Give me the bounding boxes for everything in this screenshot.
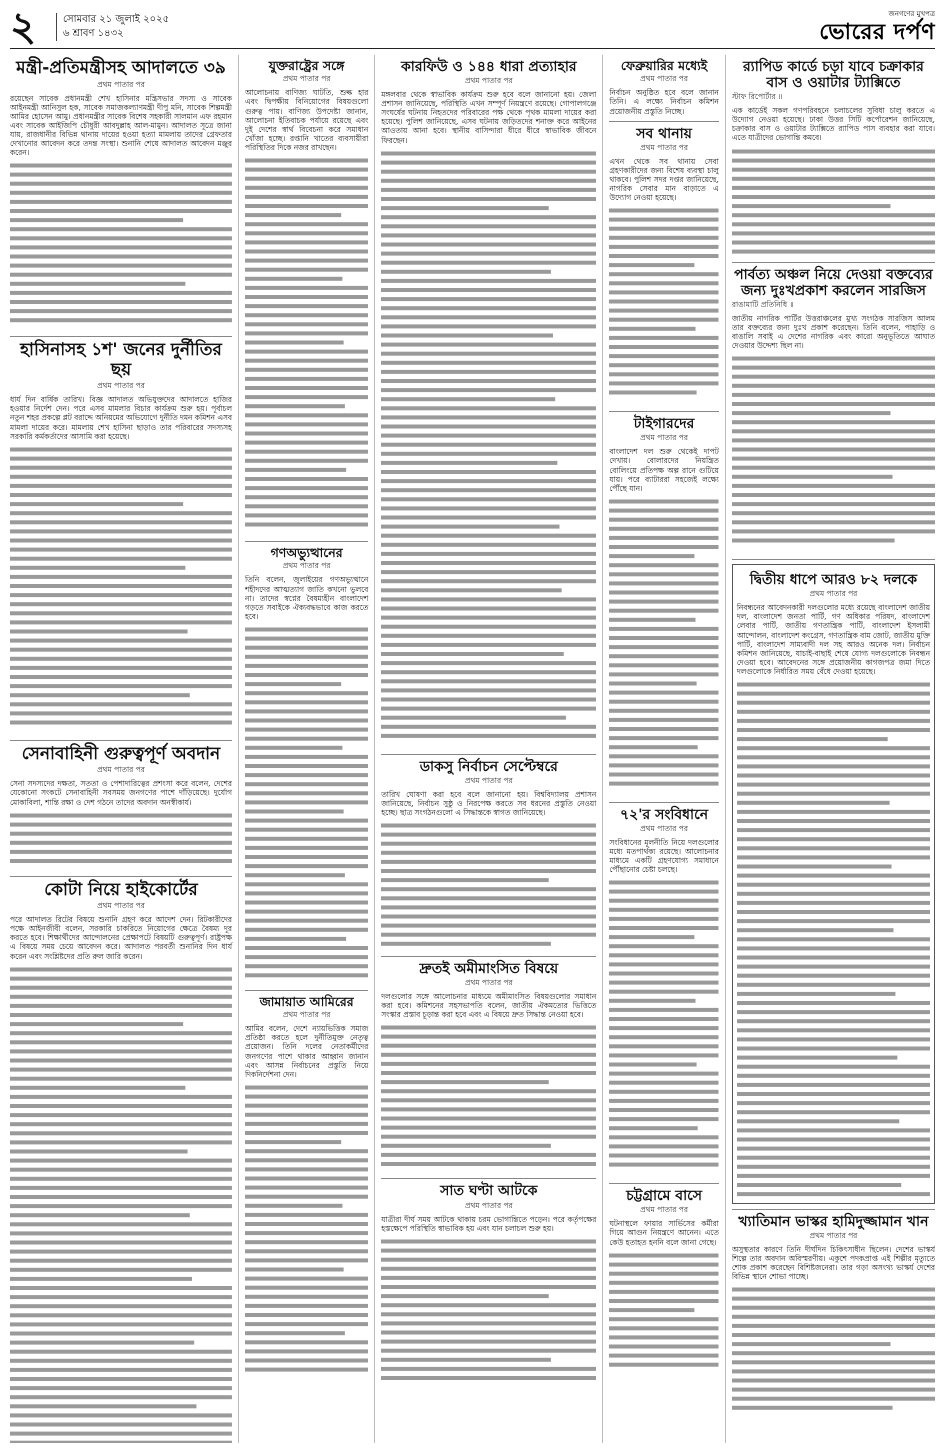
article-continuation	[732, 354, 935, 554]
byline: প্রথম পাতার পর	[282, 1010, 331, 1020]
byline: রাঙামাটি প্রতিনিধি ॥	[731, 299, 794, 309]
headline: খ্যাতিমান ভাস্কর হামিদুজ্জামান খান	[738, 1213, 929, 1230]
column-4	[609, 55, 726, 1443]
article-body: সেনা সদস্যদের দক্ষতা, সততা ও পেশাদারিত্বের প্রশংসা করে বলেন, দেশের যেকোনো সংকটে সেনাবাহিনী সবসময় জনগণের পাশে দাঁড়িয়েছে। দুর্যোগ মোকাবিলা, শান্তি রক্ষা ও দেশ গঠনে তাদের অবদান অনস্বীকার্য।	[10, 779, 232, 807]
article-continuation	[737, 680, 930, 1200]
article-continuation	[609, 497, 719, 797]
headline: যুক্তরাষ্ট্রের সঙ্গে	[268, 58, 345, 73]
article-body: দলগুলোর সঙ্গে আলোচনার মাধ্যমে অমীমাংসিত বিষয়গুলোর সমাধান করা হবে। কমিশনের সহসভাপতি বলেন, জাতীয় ঐকমত্যের ভিত্তিতে সংস্কার প্রস্তাব চূড়ান্ত করা হবে এবং এ বিষয়ে দ্রুত সিদ্ধান্ত নেওয়া হবে।	[381, 992, 597, 1020]
byline: প্রথম পাতার পর	[640, 433, 688, 443]
columns	[10, 55, 935, 1443]
article-body: ঘটনাস্থলে ফায়ার সার্ভিসের কর্মীরা গিয়ে আগুন নিয়ন্ত্রণে আনেন। এতে কেউ হতাহত হননি বলে জানা গেছে।	[609, 1219, 719, 1247]
article-continuation	[10, 965, 232, 1443]
headline: ৭২'র সংবিধানে	[620, 806, 709, 823]
byline: প্রথম পাতার পর	[809, 1231, 858, 1241]
article-body: অসুস্থতার কারণে তিনি দীর্ঘদিন চিকিৎসাধীন ছিলেন। দেশের ভাস্কর্য শিল্পে তার অবদান অবিস্মরণীয়। একুশে পদকপ্রাপ্ত এই শিল্পীর মৃত্যুতে শোক প্রকাশ করেছেন বিশিষ্টজনেরা। তার গড়া অসংখ্য ভাস্কর্য দেশের বিভিন্ন স্থানে শোভা পাচ্ছে।	[731, 1245, 936, 1282]
byline: প্রথম পাতার পর	[464, 978, 513, 988]
column-1	[10, 55, 239, 1443]
byline: প্রথম পাতার পর	[97, 79, 145, 89]
article-continuation	[609, 878, 719, 1178]
byline: প্রথম পাতার পর	[640, 1205, 688, 1215]
byline: প্রথম পাতার পর	[97, 901, 145, 911]
headline: ফেব্রুয়ারির মধ্যেই	[620, 58, 708, 73]
byline: প্রথম পাতার পর	[640, 823, 688, 833]
headline: চট্টগ্রামে বাসে	[626, 1188, 703, 1205]
byline: প্রথম পাতার পর	[640, 142, 688, 152]
divider	[609, 802, 719, 803]
logo-name: ভোরের দর্পণ	[819, 20, 935, 45]
byline: প্রথম পাতার পর	[464, 76, 513, 86]
headline: সাত ঘণ্টা আটকে	[440, 1183, 538, 1200]
divider	[381, 1178, 596, 1179]
article-continuation	[381, 1023, 596, 1173]
byline: প্রথম পাতার পর	[282, 74, 331, 84]
headline: কোটা নিয়ে হাইকোর্টের	[44, 879, 198, 900]
article-continuation	[381, 149, 596, 749]
article-continuation	[732, 147, 935, 257]
headline: গণঅভ্যুত্থানের	[270, 545, 343, 561]
divider	[10, 740, 232, 741]
divider	[609, 121, 719, 122]
article-box	[732, 564, 935, 1204]
article-continuation	[381, 1237, 596, 1387]
article-body: রয়েছেন সাবেক প্রধানমন্ত্রী শেখ হাসিনার মন্ত্রিসভার সদস্য ও সাবেক আইনমন্ত্রী আনিসুল হক, সাবেক সমাজকল্যাণমন্ত্রী দীপু মনি, সাবেক শিল্পমন্ত্রী আমির হোসেন আমু। প্রধানমন্ত্রীর সাবেক বিশেষ সহকারী সালমান এফ রহমান এবং সাবেক আইজিপি চৌধুরী আবদুল্লাহ আল-মামুন। আদালত সূত্রে জানা যায়, রাজধানীর বিভিন্ন থানায় দায়ের হওয়া হত্যা মামলায় তাদের গ্রেফতার দেখানোর আবেদন করে তদন্ত সংস্থা। শুনানি শেষে আদালত আবেদন মঞ্জুর করেন।	[10, 93, 232, 158]
divider	[10, 876, 232, 877]
divider	[609, 411, 719, 412]
article-continuation	[245, 625, 368, 985]
article-body: নির্বাচন অনুষ্ঠিত হবে বলে জানান তিনি। এ লক্ষ্যে নির্বাচন কমিশন প্রয়োজনীয় প্রস্তুতি নিচ্ছে।	[609, 88, 719, 116]
article-body: পরে আদালত রিটের বিষয়ে শুনানি গ্রহণ করে আদেশ দেন। রিটকারীদের পক্ষে আইনজীবী বলেন, সরকারি চাকরিতে নিয়োগের ক্ষেত্রে বৈষম্য দূর করতে হবে। শিক্ষার্থীদের আন্দোলনের প্রেক্ষাপটে বিষয়টি গুরুত্বপূর্ণ। রাষ্ট্রপক্ষ এ বিষয়ে সময় চেয়ে আবেদন করে। আদালত পরবর্তী শুনানির দিন ধার্য করেন এবং সংশ্লিষ্টদের প্রতি রুল জারি করেন।	[10, 915, 232, 961]
divider	[245, 990, 368, 991]
article-body: জাতীয় নাগরিক পার্টির উত্তরাঞ্চলের মুখ্য সংগঠক সারজিস আলম তার বক্তব্যের জন্য দুঃখ প্রকাশ করেছেন। তিনি বলেন, পাহাড়ি ও বাঙালি সবাই এ দেশের নাগরিক এবং কারো অনুভূতিতে আঘাত দেওয়ার উদ্দেশ্য ছিল না।	[731, 313, 936, 351]
article-body: তারিখ ঘোষণা করা হবে বলে জানানো হয়। বিশ্ববিদ্যালয় প্রশাসন জানিয়েছে, নির্বাচন সুষ্ঠু ও নিরপেক্ষ করতে সব ধরনের প্রস্তুতি নেওয়া হচ্ছে। ছাত্র সংগঠনগুলো এ সিদ্ধান্তকে স্বাগত জানিয়েছে।	[381, 789, 597, 817]
headline: দ্রুতই অমীমাংসিত বিষয়ে	[419, 961, 559, 978]
headline: র‍্যাপিড কার্ডে চড়া যাবে চক্রাকার বাস ও ওয়াটার ট্যাক্সিতে	[742, 59, 924, 92]
divider	[732, 262, 935, 263]
article-continuation	[10, 161, 232, 331]
article-body: এখন থেকে সব থানায় সেবা গ্রহণকারীদের জন্য বিশেষ ব্যবস্থা চালু থাকবে। পুলিশ সদর দপ্তর জানিয়েছে, নাগরিক সেবার মান বাড়াতে এ উদ্যোগ নেওয়া হয়েছে।	[609, 156, 719, 203]
newspaper-logo	[819, 8, 935, 46]
article-body: আমির বলেন, দেশে ন্যায়ভিত্তিক সমাজ প্রতিষ্ঠা করতে হলে দুর্নীতিমুক্ত নেতৃত্ব প্রয়োজন। তিনি দলের নেতাকর্মীদের জনগণের পাশে থাকার আহ্বান জানান এবং আসন্ন নির্বাচনের প্রস্তুতি নিয়ে দিকনির্দেশনা দেন।	[244, 1024, 369, 1079]
article-body: ধার্য দিন বার্ষিক তারিখ। বিজ্ঞ আদালত অভিযুক্তদের আদালতে হাজির হওয়ার নির্দেশ দেন। পরে এসব মামলার বিচার কার্যক্রম শুরু হয়। পূর্বাচল নতুন শহর প্রকল্পে প্লট বরাদ্দে অনিয়মের অভিযোগে দুর্নীতি দমন কমিশন এসব মামলা দায়ের করে। মামলায় শেখ হাসিনা ছাড়াও তার পরিবারের সদস্যসহ সরকারি কর্মকর্তাদের আসামি করা হয়েছে।	[10, 395, 232, 441]
headline: সব থানায়	[636, 125, 692, 142]
article-continuation	[10, 811, 232, 871]
column-5	[732, 55, 935, 1443]
article-body: যাত্রীরা দীর্ঘ সময় আটকে থাকায় চরম ভোগান্তিতে পড়েন। পরে কর্তৃপক্ষের হস্তক্ষেপে পরিস্থিতি স্বাভাবিক হয় এবং যান চলাচল শুরু হয়।	[381, 1214, 597, 1233]
article-body: মঙ্গলবার থেকে স্বাভাবিক কার্যক্রম শুরু হবে বলে জানানো হয়। জেলা প্রশাসন জানিয়েছে, পরিস্থিতি এখন সম্পূর্ণ নিয়ন্ত্রণে রয়েছে। গোপালগঞ্জে সংঘর্ষের ঘটনায় নিহতদের পরিবারের পক্ষ থেকে পৃথক মামলা দায়ের করা হয়েছে। পুলিশ জানিয়েছে, এসব ঘটনায় জড়িতদের শনাক্ত করে আইনের আওতায় আনা হবে। স্থানীয় বাসিন্দারা ধীরে ধীরে স্বাভাবিক জীবনে ফিরছেন।	[381, 90, 597, 145]
column-2	[245, 55, 375, 1443]
logo-tagline: জনগণের মুখপত্র	[888, 10, 935, 18]
masthead	[10, 6, 935, 49]
divider	[10, 336, 232, 337]
article-continuation	[732, 1285, 935, 1415]
article-body: আলোচনায় বাণিজ্য ঘাটতি, শুল্ক হার এবং দ্বিপক্ষীয় বিনিয়োগের বিষয়গুলো গুরুত্ব পায়। বাণিজ্য উপদেষ্টা জানান, আলোচনা ইতিবাচক পর্যায়ে রয়েছে এবং দুই দেশের স্বার্থ বিবেচনা করে সমাধান খোঁজা হচ্ছে। রপ্তানি খাতের ব্যবসায়ীরা পরিস্থিতির দিকে নজর রাখছেন।	[244, 88, 369, 152]
article-continuation	[609, 1251, 719, 1371]
headline: টাইগারদের	[633, 416, 695, 433]
headline: সেনাবাহিনী গুরুত্বপূর্ণ অবদান	[21, 743, 221, 764]
article-continuation	[609, 206, 719, 406]
article-continuation	[10, 445, 232, 735]
article-continuation	[381, 821, 596, 951]
byline: প্রথম পাতার পর	[282, 561, 331, 571]
article-continuation	[245, 156, 368, 536]
divider	[381, 754, 596, 755]
article-body: এক কার্ডেই সকল গণপরিবহনে চলাচলের সুবিধা চালু করতে এ উদ্যোগ নেওয়া হয়েছে। ঢাকা উত্তর সিটি কর্পোরেশন জানিয়েছে, চক্রাকার বাস ও ওয়াটার ট্যাক্সিতে র‍্যাপিড পাস ব্যবহার করা যাবে। এতে যাত্রীদের ভোগান্তি কমবে।	[731, 106, 936, 143]
divider	[609, 1183, 719, 1184]
headline: মন্ত্রী-প্রতিমন্ত্রীসহ আদালতে ৩৯	[16, 58, 226, 78]
byline: স্টাফ রিপোর্টার ॥	[731, 92, 783, 102]
article-body: সংবিধানের মূলনীতি নিয়ে দলগুলোর মধ্যে মতপার্থক্য রয়েছে। আলোচনার মাধ্যমে একটি গ্রহণযোগ্য সমাধানে পৌঁছানোর চেষ্টা চলছে।	[609, 837, 719, 875]
headline: হাসিনাসহ ১শ' জনের দুর্নীতির ছয়	[20, 340, 222, 380]
article-continuation	[245, 1083, 368, 1383]
date-bangla: ৬ শ্রাবণ ১৪৩২	[63, 28, 124, 39]
page-number: ২	[10, 4, 37, 50]
article-body: তিনি বলেন, জুলাইয়ের গণঅভ্যুত্থানে শহীদদের আত্মত্যাগ জাতি কখনো ভুলবে না। তাদের স্বপ্নের বৈষম্যহীন বাংলাদেশ গড়তে সবাইকে ঐক্যবদ্ধভাবে কাজ করতে হবে।	[244, 575, 369, 621]
byline: প্রথম পাতার পর	[97, 381, 145, 391]
divider	[732, 1209, 935, 1210]
article-body: নিবন্ধনের আবেদনকারী দলগুলোর মধ্যে রয়েছে বাংলাদেশ জাতীয় দল, বাংলাদেশ জনতা পার্টি, গণ অধিকার পরিষদ, বাংলাদেশ লেবার পার্টি, জাতীয় গণতান্ত্রিক পার্টি, বাংলাদেশ ইসলামী আন্দোলন, বাংলাদেশ কংগ্রেস, গণতান্ত্রিক বাম জোট, জাতীয় মুক্তি পার্টি, বাংলাদেশ সাম্যবাদী দল সহ আরও অনেক দল। নির্বাচন কমিশন জানিয়েছে, যাচাই-বাছাই শেষে যোগ্য দলগুলোকে নিবন্ধন দেওয়া হবে। আবেদনের সঙ্গে প্রয়োজনীয় কাগজপত্র জমা দিতে দলগুলোকে নির্ধারিত সময় বেঁধে দেওয়া হয়েছে।	[736, 603, 931, 676]
byline: প্রথম পাতার পর	[97, 765, 145, 775]
article-body: বাংলাদেশ দল শুরু থেকেই দাপট দেখায়। বোলারদের নিয়ন্ত্রিত বোলিংয়ে প্রতিপক্ষ অল্প রানে গুটিয়ে যায়। পরে ব্যাটাররা সহজেই লক্ষ্যে পৌঁছে যান।	[609, 447, 719, 493]
headline: দ্বিতীয় ধাপে আরও ৮২ দলকে	[749, 572, 918, 589]
issue-dates	[56, 13, 169, 41]
headline: কারফিউ ও ১৪৪ ধারা প্রত্যাহার	[400, 59, 577, 75]
date-gregorian: সোমবার ২১ জুলাই ২০২৫	[63, 14, 170, 25]
byline: প্রথম পাতার পর	[640, 74, 688, 84]
byline: প্রথম পাতার পর	[464, 1200, 513, 1210]
divider	[245, 541, 368, 542]
divider	[732, 559, 935, 560]
byline: প্রথম পাতার পর	[464, 775, 513, 785]
headline: পার্বত্য অঞ্চল নিয়ে দেওয়া বক্তব্যের জন্য দুঃখপ্রকাশ করলেন সারজিস	[734, 266, 933, 299]
headline: জামায়াত আমিরের	[259, 993, 354, 1009]
column-3	[381, 55, 603, 1443]
byline: প্রথম পাতার পর	[809, 589, 858, 599]
headline: ডাকসু নির্বাচন সেপ্টেম্বরে	[419, 758, 558, 775]
divider	[381, 956, 596, 957]
